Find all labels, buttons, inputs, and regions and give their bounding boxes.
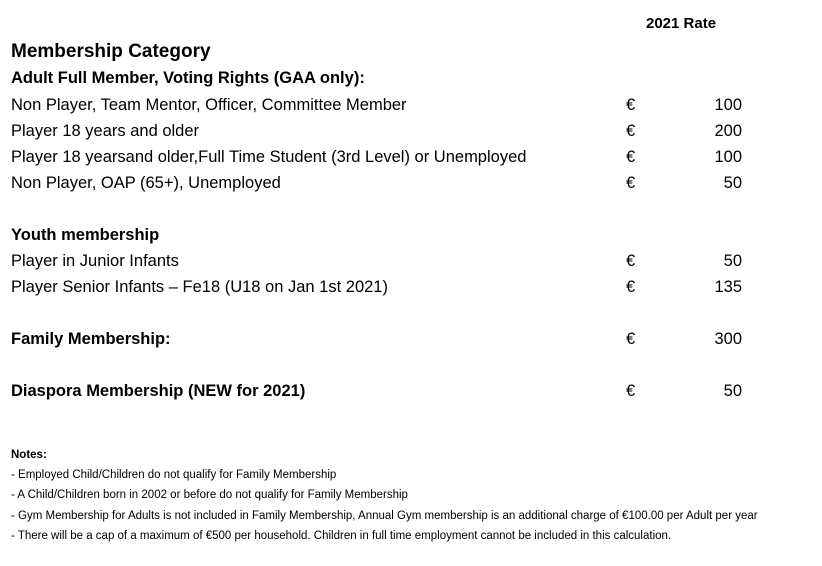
row-label-non-player-mentor: Non Player, Team Mentor, Officer, Committee Member (11, 96, 407, 114)
row-label-student-unemployed: Player 18 yearsand older,Full Time Student (3rd Level) or Unemployed (11, 148, 527, 166)
row-amount: 100 (714, 96, 742, 114)
row-label-diaspora-membership: Diaspora Membership (NEW for 2021) (11, 382, 306, 400)
row-label-player-18-plus: Player 18 years and older (11, 122, 200, 140)
row-amount: 50 (723, 174, 742, 192)
row-amount: 300 (714, 330, 742, 348)
notes-title: Notes: (11, 449, 47, 461)
row-currency: € (626, 252, 636, 270)
row-currency: € (626, 174, 636, 192)
row-amount: 100 (714, 148, 742, 166)
row-currency: € (626, 122, 636, 140)
row-label-family-membership: Family Membership: (11, 330, 171, 348)
row-currency: € (626, 382, 636, 400)
membership-category-title: Membership Category (11, 41, 211, 62)
row-amount: 200 (714, 122, 742, 140)
row-currency: € (626, 148, 636, 166)
row-label-youth-membership: Youth membership (11, 226, 160, 244)
row-label-adult-full-member: Adult Full Member, Voting Rights (GAA only): (11, 69, 365, 87)
rate-column-header: 2021 Rate (646, 15, 717, 32)
note-item: - A Child/Children born in 2002 or before do not qualify for Family Membership (11, 489, 408, 501)
row-label-oap-unemployed: Non Player, OAP (65+), Unemployed (11, 174, 281, 192)
note-item: - Employed Child/Children do not qualify for Family Membership (11, 469, 337, 481)
row-currency: € (626, 96, 636, 114)
note-item: - Gym Membership for Adults is not included in Family Membership, Annual Gym membership is an additional charge of €100.00 per Adult per year (11, 510, 758, 522)
row-label-senior-infants-u18: Player Senior Infants – Fe18 (U18 on Jan 1st 2021) (11, 278, 388, 296)
row-currency: € (626, 278, 636, 296)
row-amount: 50 (723, 252, 742, 270)
row-amount: 50 (723, 382, 742, 400)
row-currency: € (626, 330, 636, 348)
note-item: - There will be a cap of a maximum of €500 per household. Children in full time employment cannot be included in this calculation. (11, 530, 672, 542)
row-amount: 135 (714, 278, 742, 296)
row-label-junior-infants: Player in Junior Infants (11, 252, 179, 270)
